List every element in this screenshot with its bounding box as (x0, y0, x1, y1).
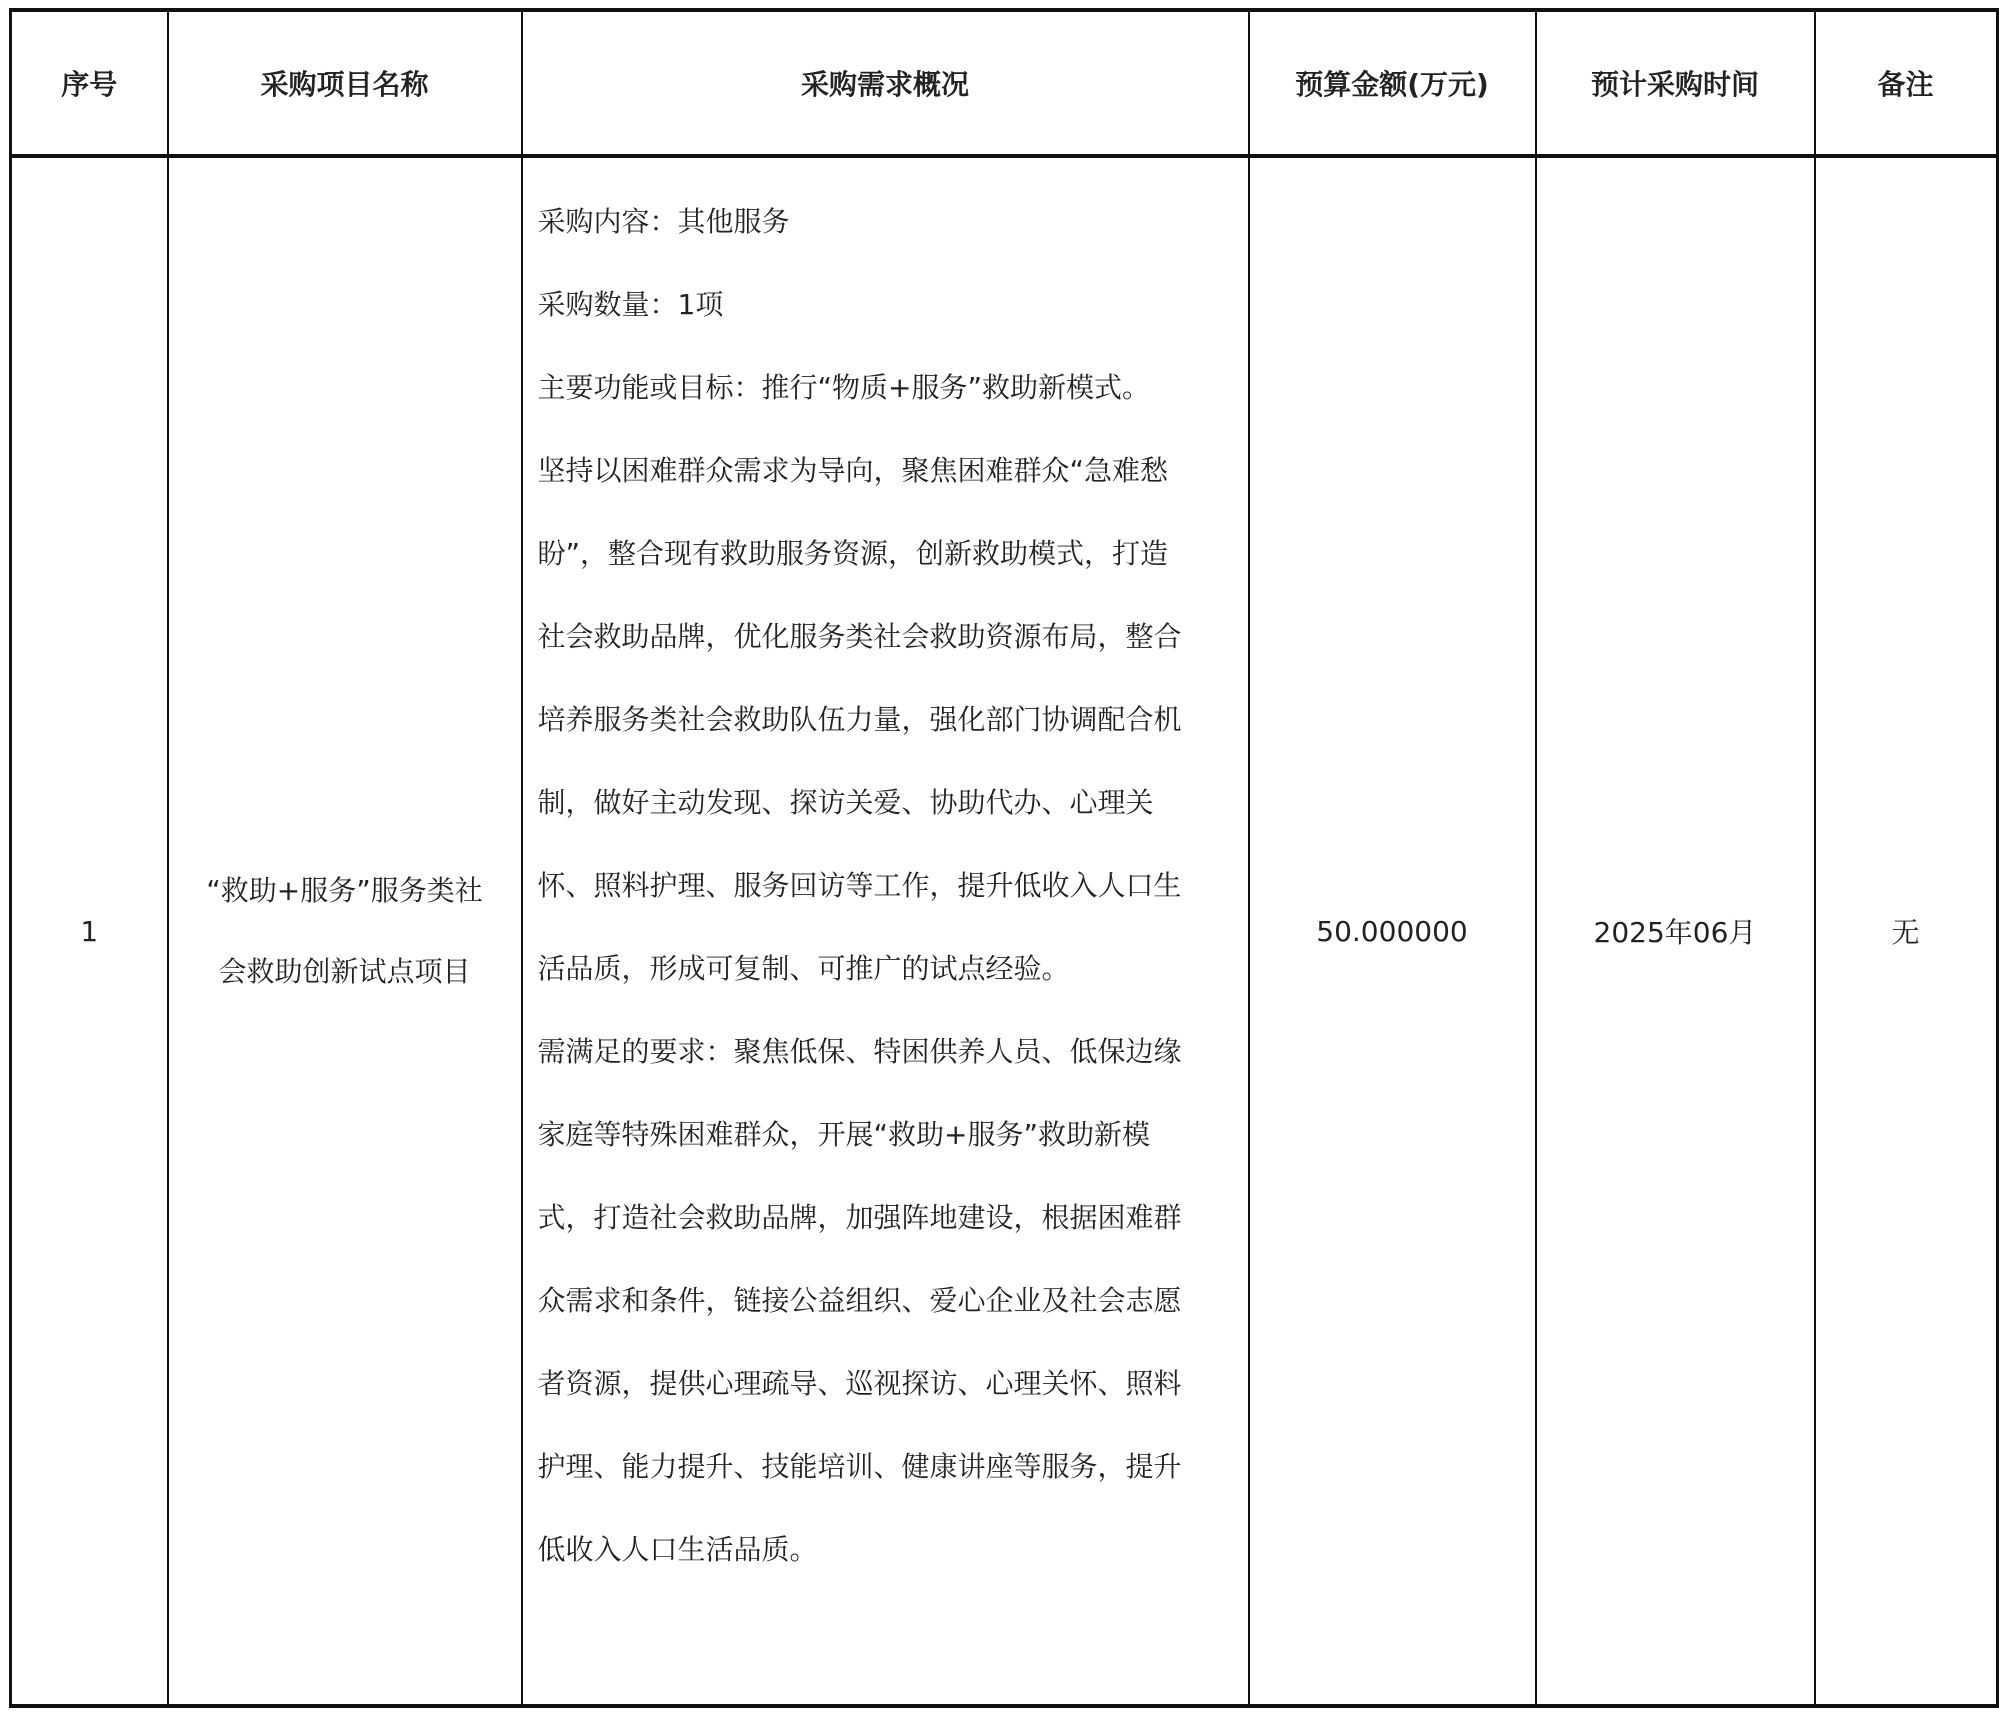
cell-remarks: 无 (1815, 156, 1998, 1706)
description-line: 低收入人口生活品质。 (537, 1533, 818, 1566)
cell-index: 1 (11, 156, 168, 1706)
description-line: 活品质，形成可复制、可推广的试点经验。 (537, 952, 1070, 985)
header-project-name: 采购项目名称 (168, 10, 522, 156)
description-line: 者资源，提供心理疏导、巡视探访、心理关怀、照料 (537, 1367, 1182, 1400)
header-budget: 预算金额(万元) (1249, 10, 1536, 156)
description-line: 社会救助品牌，优化服务类社会救助资源布局，整合 (537, 620, 1182, 653)
header-planned-time: 预计采购时间 (1536, 10, 1815, 156)
description-line: 培养服务类社会救助队伍力量，强化部门协调配合机 (537, 703, 1182, 736)
header-remarks: 备注 (1815, 10, 1998, 156)
table-header-row (11, 10, 1998, 156)
description-line: 怀、照料护理、服务回访等工作，提升低收入人口生 (537, 869, 1182, 902)
cell-project-name (168, 156, 522, 1706)
description-line: 主要功能或目标：推行“物质+服务”救助新模式。 (537, 371, 1150, 404)
project-name-line: “救助+服务”服务类社 (206, 874, 483, 907)
header-description: 采购需求概况 (522, 10, 1249, 156)
description-line: 众需求和条件，链接公益组织、爱心企业及社会志愿 (537, 1284, 1182, 1317)
description-line: 采购数量：1项 (537, 288, 724, 321)
procurement-table (9, 8, 1999, 1708)
table-row (11, 156, 1998, 1706)
description-line: 式，打造社会救助品牌，加强阵地建设，根据困难群 (537, 1201, 1182, 1234)
description-line: 护理、能力提升、技能培训、健康讲座等服务，提升 (537, 1450, 1182, 1483)
cell-budget: 50.000000 (1249, 156, 1536, 1706)
description-line: 坚持以困难群众需求为导向，聚焦困难群众“急难愁 (537, 454, 1169, 487)
description-line: 盼”，整合现有救助服务资源，创新救助模式，打造 (537, 537, 1169, 570)
cell-description (522, 156, 1249, 1706)
description-line: 家庭等特殊困难群众，开展“救助+服务”救助新模 (537, 1118, 1150, 1151)
description-line: 采购内容：其他服务 (537, 205, 790, 238)
header-index: 序号 (11, 10, 168, 156)
project-name-line: 会救助创新试点项目 (218, 955, 471, 988)
description-line: 制，做好主动发现、探访关爱、协助代办、心理关 (537, 786, 1154, 819)
description-line: 需满足的要求：聚焦低保、特困供养人员、低保边缘 (537, 1035, 1182, 1068)
cell-planned-time: 2025年06月 (1536, 156, 1815, 1706)
